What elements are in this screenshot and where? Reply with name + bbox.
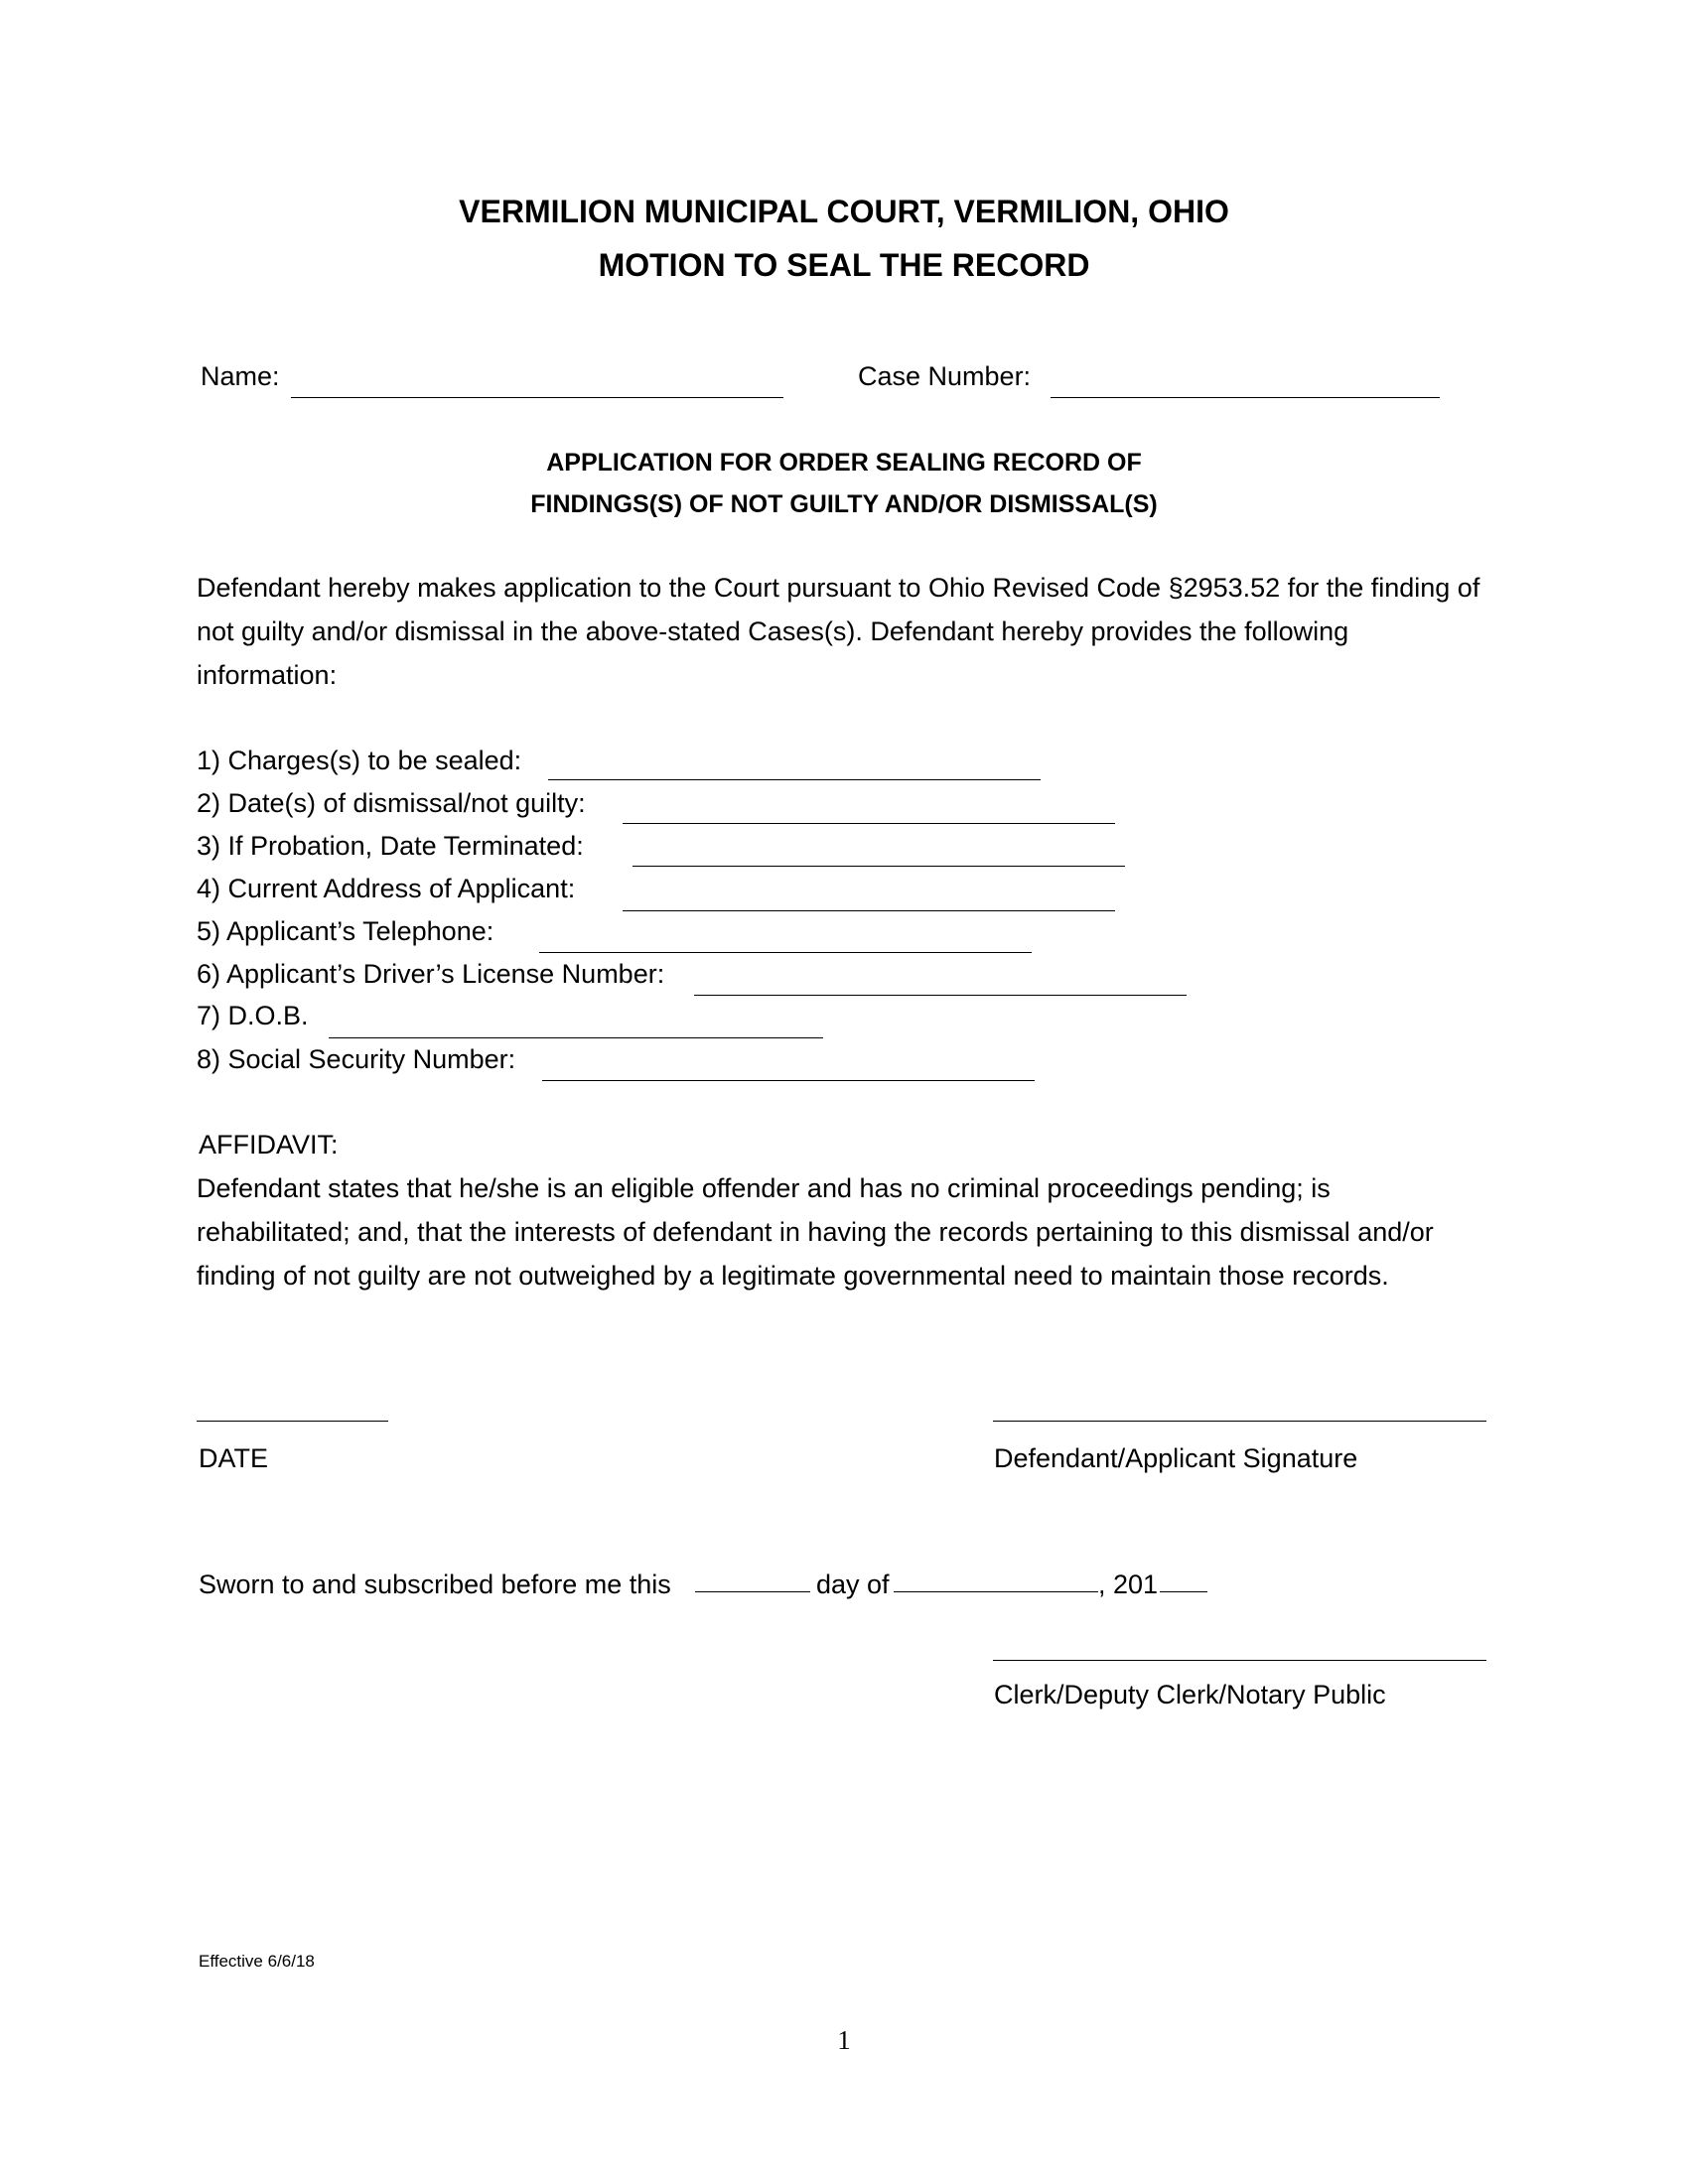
motion-title: MOTION TO SEAL THE RECORD <box>598 247 1090 283</box>
field-ssn-line[interactable] <box>542 1080 1035 1081</box>
page-number: 1 <box>837 2025 851 2055</box>
field-telephone-label: 5) Applicant’s Telephone: <box>197 916 494 946</box>
field-charges-label: 1) Charges(s) to be sealed: <box>197 746 522 775</box>
application-heading-line2: FINDINGS(S) OF NOT GUILTY AND/OR DISMISSAL(S) <box>530 490 1158 518</box>
field-license-line[interactable] <box>694 995 1187 996</box>
clerk-signature-line[interactable] <box>993 1660 1486 1661</box>
affidavit-heading: AFFIDAVIT: <box>199 1130 339 1160</box>
field-address-label: 4) Current Address of Applicant: <box>197 874 576 903</box>
case-number-field-line[interactable] <box>1051 397 1440 398</box>
case-number-label: Case Number: <box>858 361 1032 391</box>
field-dismissal-date-label: 2) Date(s) of dismissal/not guilty: <box>197 788 586 818</box>
name-label: Name: <box>201 361 280 391</box>
applicant-signature-line[interactable] <box>993 1421 1486 1422</box>
effective-date: Effective 6/6/18 <box>199 1952 315 1971</box>
application-heading-line1: APPLICATION FOR ORDER SEALING RECORD OF <box>546 449 1142 477</box>
sworn-day-line[interactable] <box>695 1591 810 1592</box>
sworn-month-line[interactable] <box>894 1591 1098 1592</box>
field-probation-line[interactable] <box>633 866 1125 867</box>
affidavit-text: Defendant states that he/she is an eligible offender and has no criminal proceedings pending; is rehabilitated; and, that the interests of defendant in having the records pertaining to this dismissal and/or finding of not guilty are not outweighed by a legitimate governmental need to maintain those records. <box>197 1173 1434 1291</box>
date-signature-line[interactable] <box>197 1421 388 1422</box>
sworn-day-of: day of <box>816 1570 890 1599</box>
date-label: DATE <box>199 1443 269 1473</box>
court-title: VERMILION MUNICIPAL COURT, VERMILION, OHIO <box>459 194 1229 229</box>
field-address-line[interactable] <box>623 910 1115 911</box>
field-dob-line[interactable] <box>329 1037 823 1038</box>
field-dismissal-date-line[interactable] <box>623 823 1115 824</box>
field-license-label: 6) Applicant’s Driver’s License Number: <box>197 959 665 989</box>
field-probation-label: 3) If Probation, Date Terminated: <box>197 831 584 861</box>
sworn-year-line[interactable] <box>1160 1591 1207 1592</box>
field-charges-line[interactable] <box>548 779 1041 780</box>
field-dob-label: 7) D.O.B. <box>197 1001 309 1030</box>
applicant-signature-label: Defendant/Applicant Signature <box>994 1443 1358 1473</box>
clerk-label: Clerk/Deputy Clerk/Notary Public <box>994 1680 1386 1709</box>
name-field-line[interactable] <box>291 397 783 398</box>
field-telephone-line[interactable] <box>539 952 1032 953</box>
sworn-year-prefix: , 201 <box>1098 1570 1159 1599</box>
sworn-prefix: Sworn to and subscribed before me this <box>199 1570 671 1599</box>
intro-paragraph: Defendant hereby makes application to the Court pursuant to Ohio Revised Code §2953.52 for the finding of not guilty and/or dismissal in the above-stated Cases(s). Defendant hereby provides the following information: <box>197 573 1480 690</box>
field-ssn-label: 8) Social Security Number: <box>197 1044 516 1074</box>
